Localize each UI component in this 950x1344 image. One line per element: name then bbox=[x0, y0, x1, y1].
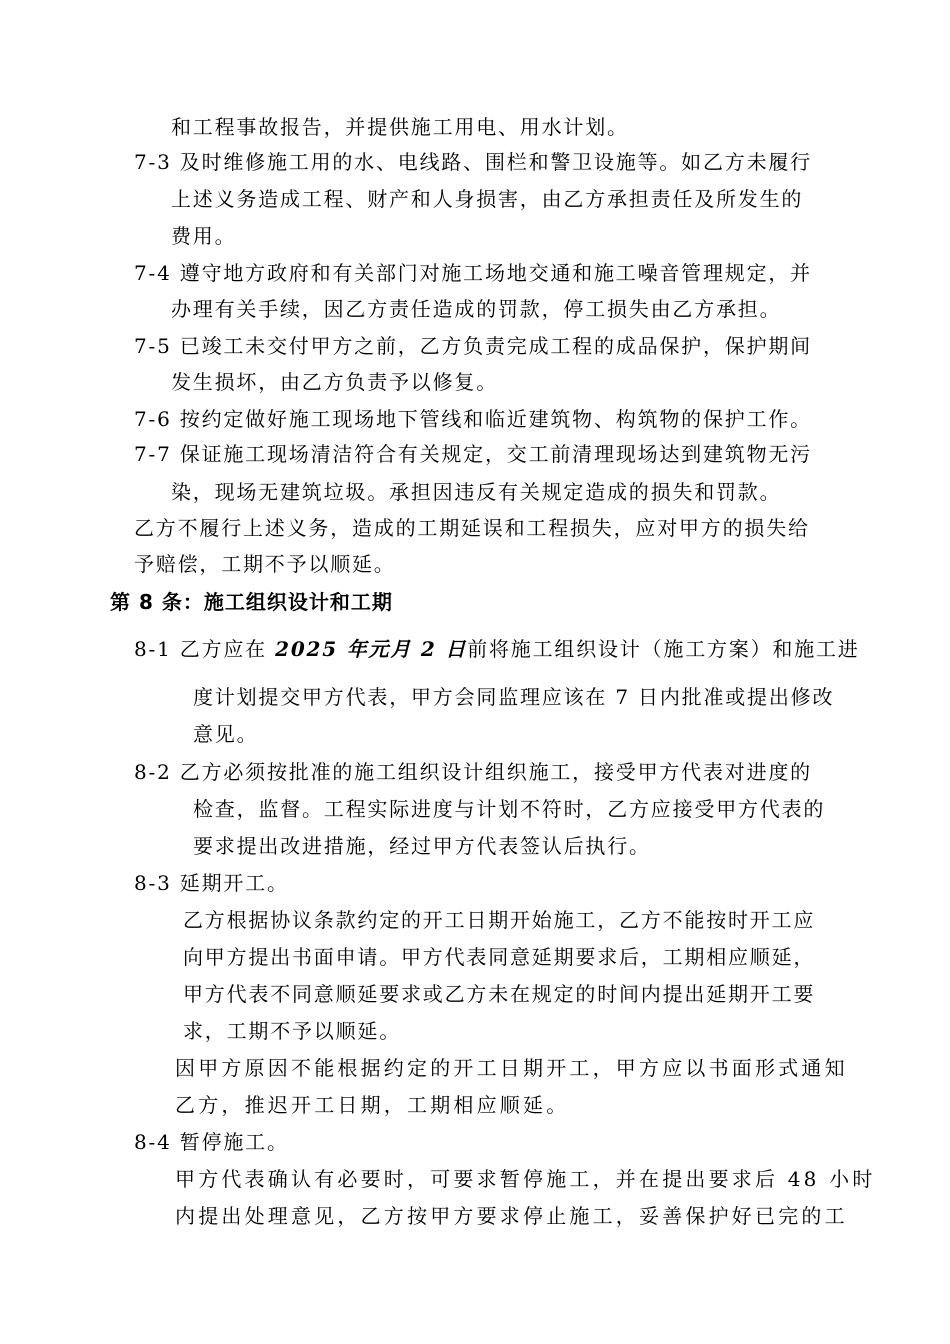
text-line: 上述义务造成工程、财产和人身损害，由乙方承担责任及所发生的 bbox=[171, 187, 804, 211]
clause-7-7: 7-7 保证施工现场清洁符合有关规定，交工前清理现场达到建筑物无污 bbox=[134, 442, 812, 466]
clause-7-5: 7-5 已竣工未交付甲方之前，乙方负责完成工程的成品保护，保护期间 bbox=[134, 334, 812, 358]
clause-7-3: 7-3 及时维修施工用的水、电线路、围栏和警卫设施等。如乙方未履行 bbox=[134, 150, 812, 174]
section-heading: 第 8 条：施工组织设计和工期 bbox=[110, 590, 393, 614]
text-line: 乙方不履行上述义务，造成的工期延误和工程损失，应对甲方的损失给 bbox=[134, 516, 810, 540]
text-line: 和工程事故报告，并提供施工用电、用水计划。 bbox=[171, 115, 629, 139]
text-line: 染，现场无建筑垃圾。承担因违反有关规定造成的损失和罚款。 bbox=[171, 480, 782, 504]
text-line: 意见。 bbox=[193, 722, 259, 746]
text-line: 内提出处理意见，乙方按甲方要求停止施工，妥善保护好已完的工 bbox=[175, 1204, 848, 1228]
text-line: 要求提出改进措施，经过甲方代表签认后执行。 bbox=[193, 834, 651, 858]
text-line: 费用。 bbox=[171, 224, 237, 248]
text-line: 乙方根据协议条款约定的开工日期开始施工，乙方不能按时开工应 bbox=[183, 908, 816, 932]
text-line: 予赔偿，工期不予以顺延。 bbox=[134, 552, 396, 576]
text-line: 甲方代表不同意顺延要求或乙方未在规定的时间内提出延期开工要 bbox=[183, 982, 816, 1006]
text-line: 求，工期不予以顺延。 bbox=[183, 1019, 401, 1043]
clause-7-4: 7-4 遵守地方政府和有关部门对施工场地交通和施工噪音管理规定，并 bbox=[134, 261, 812, 285]
clause-8-2: 8-2 乙方必须按批准的施工组织设计组织施工，接受甲方代表对进度的 bbox=[134, 760, 812, 784]
text-line: 甲方代表确认有必要时，可要求暂停施工，并在提出要求后 48 小时 bbox=[175, 1167, 876, 1191]
text-line: 发生损坏，由乙方负责予以修复。 bbox=[171, 370, 498, 394]
clause-8-1-prefix: 8-1 乙方应在 bbox=[134, 637, 276, 661]
text-line: 因甲方原因不能根据约定的开工日期开工，甲方应以书面形式通知 bbox=[175, 1056, 848, 1080]
text-line: 向甲方提出书面申请。甲方代表同意延期要求后，工期相应顺延， bbox=[183, 945, 816, 969]
clause-7-6: 7-6 按约定做好施工现场地下管线和临近建筑物、构筑物的保护工作。 bbox=[134, 407, 812, 431]
start-date: 2025 年元月 2 日 bbox=[275, 637, 468, 661]
text-line: 乙方，推迟开工日期，工期相应顺延。 bbox=[175, 1093, 570, 1117]
clause-8-1 bbox=[134, 636, 860, 662]
text-line: 办理有关手续，因乙方责任造成的罚款，停工损失由乙方承担。 bbox=[171, 297, 782, 321]
clause-8-3: 8-3 延期开工。 bbox=[134, 871, 289, 895]
clause-8-4: 8-4 暂停施工。 bbox=[134, 1130, 289, 1154]
clause-8-1-rest: 前将施工组织设计（施工方案）和施工进 bbox=[467, 637, 860, 661]
text-line: 检查，监督。工程实际进度与计划不符时，乙方应接受甲方代表的 bbox=[193, 797, 826, 821]
text-line: 度计划提交甲方代表，甲方会同监理应该在 7 日内批准或提出修改 bbox=[193, 685, 835, 709]
